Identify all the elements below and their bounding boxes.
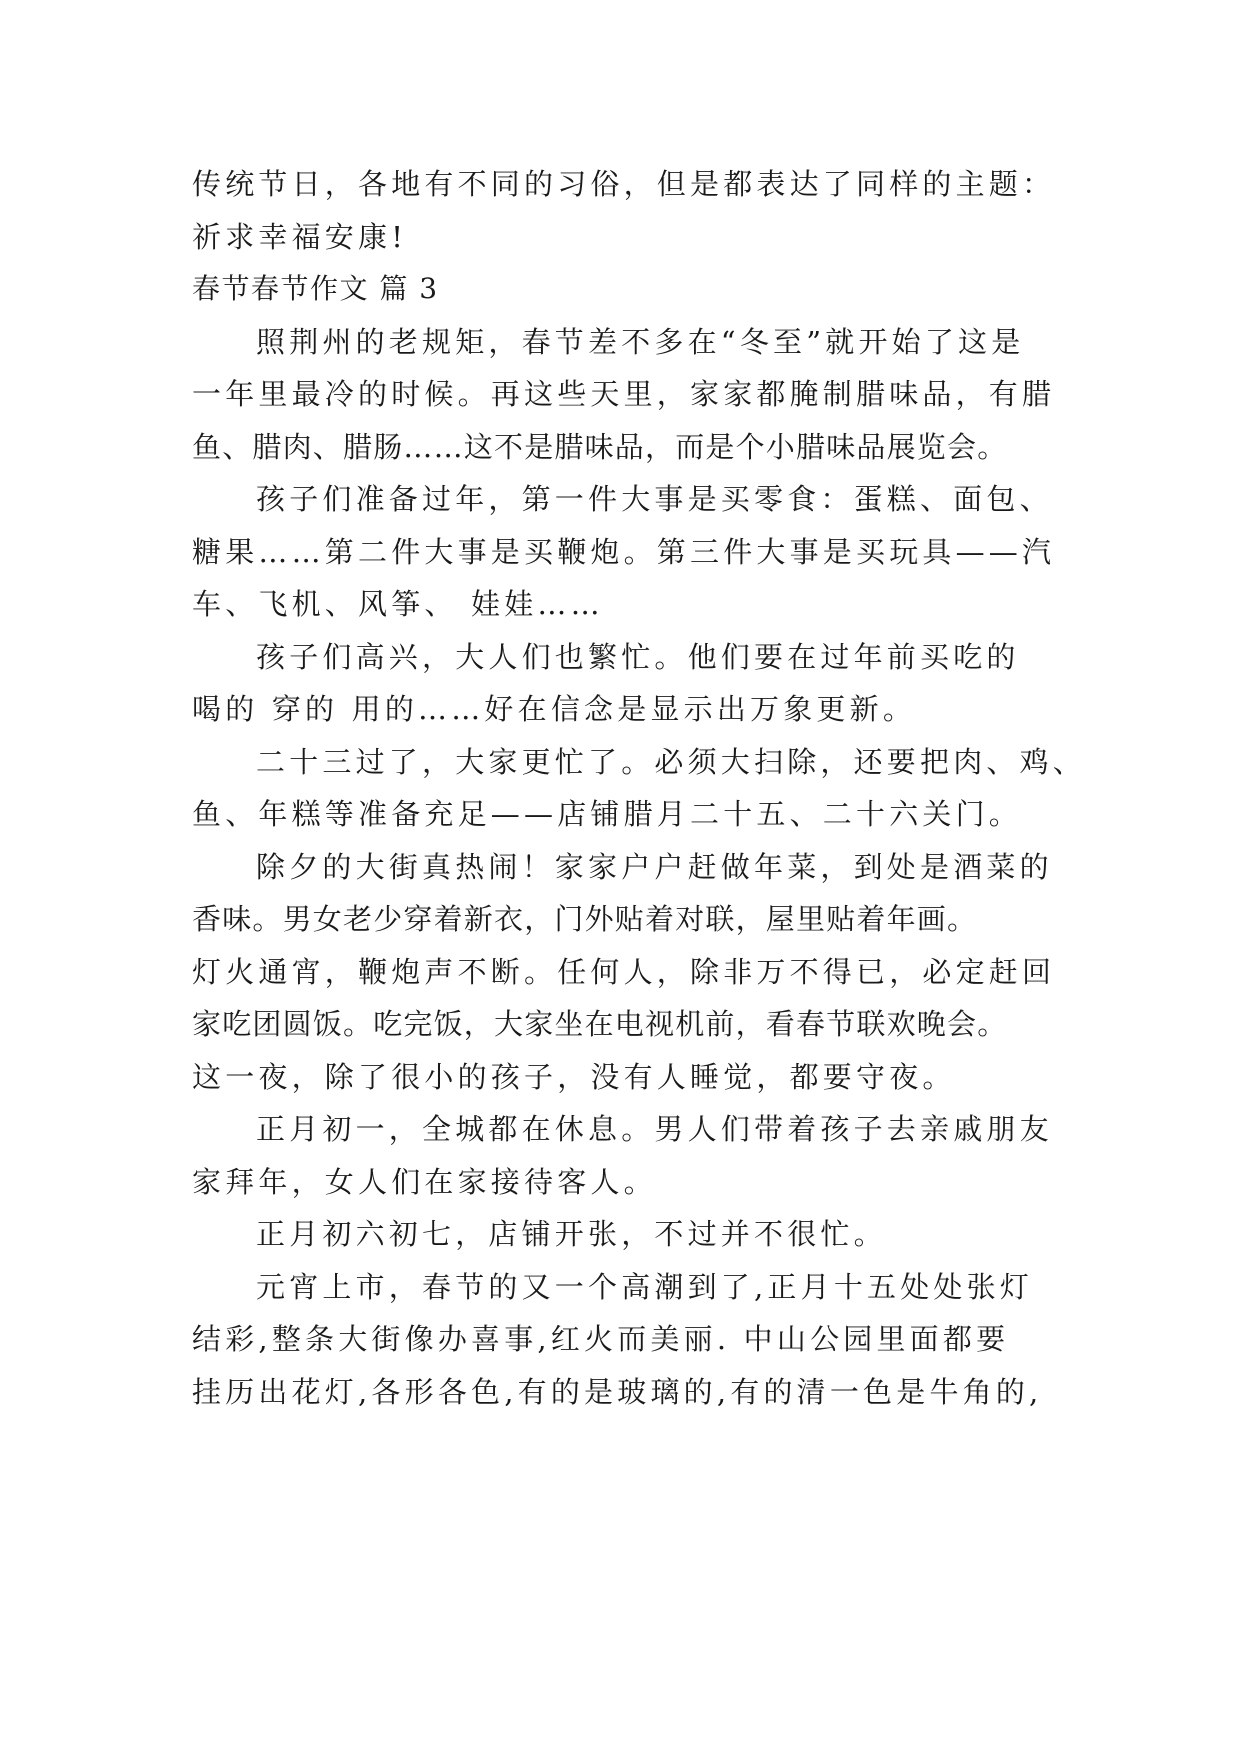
text-line: 鱼、腊肉、腊肠……这不是腊味品，而是个小腊味品展览会。 <box>192 429 1008 464</box>
text-line: 祈求幸福安康! <box>192 219 408 254</box>
text-line: 香味。男女老少穿着新衣，门外贴着对联，屋里贴着年画。 <box>192 902 978 936</box>
text-line: 挂历出花灯,各形各色,有的是玻璃的,有的清一色是牛角的, <box>192 1374 1043 1409</box>
text-line: 灯火通宵，鞭炮声不断。任何人，除非万不得已，必定赶回 <box>192 954 1056 989</box>
text-line: 传统节日，各地有不同的习俗，但是都表达了同样的主题： <box>192 167 1056 201</box>
paragraph-first-line: 除夕的大街真热闹！家家户户赶做年菜，到处是酒菜的 <box>256 849 1053 884</box>
text-line: 一年里最冷的时候。再这些天里，家家都腌制腊味品，有腊 <box>192 377 1056 411</box>
text-line: 鱼、年糕等准备充足——店铺腊月二十五、二十六关门。 <box>192 797 1023 831</box>
text-line: 结彩,整条大街像办喜事,红火而美丽. 中山公园里面都要 <box>192 1322 1010 1356</box>
text-line: 家拜年，女人们在家接待客人。 <box>192 1164 657 1199</box>
paragraph-first-line: 孩子们准备过年，第一件大事是买零食：蛋糕、面包、 <box>256 482 1053 516</box>
paragraph-first-line: 正月初六初七，店铺开张，不过并不很忙。 <box>256 1217 887 1251</box>
text-line: 喝的 穿的 用的……好在信念是显示出万象更新。 <box>192 692 917 726</box>
text-line: 家吃团圆饭。吃完饭，大家坐在电视机前，看春节联欢晚会。 <box>192 1007 1008 1041</box>
paragraph-first-line: 孩子们高兴，大人们也繁忙。他们要在过年前买吃的 <box>256 639 1020 674</box>
paragraph-first-line: 元宵上市，春节的又一个高潮到了,正月十五处处张灯 <box>256 1269 1034 1304</box>
document-body <box>192 158 1087 1418</box>
text-line: 糖果……第二件大事是买鞭炮。第三件大事是买玩具——汽 <box>192 534 1056 569</box>
section-title: 春节春节作文 篇 3 <box>192 272 439 305</box>
text-line: 这一夜，除了很小的孩子，没有人睡觉，都要守夜。 <box>192 1059 956 1094</box>
paragraph-first-line: 二十三过了，大家更忙了。必须大扫除，还要把肉、鸡、 <box>256 744 1087 779</box>
paragraph-first-line: 照荆州的老规矩，春节差不多在“冬至”就开始了这是 <box>256 324 1025 359</box>
paragraph-first-line: 正月初一，全城都在休息。男人们带着孩子去亲戚朋友 <box>256 1112 1053 1146</box>
text-line: 车、飞机、风筝、 娃娃…… <box>192 587 604 621</box>
